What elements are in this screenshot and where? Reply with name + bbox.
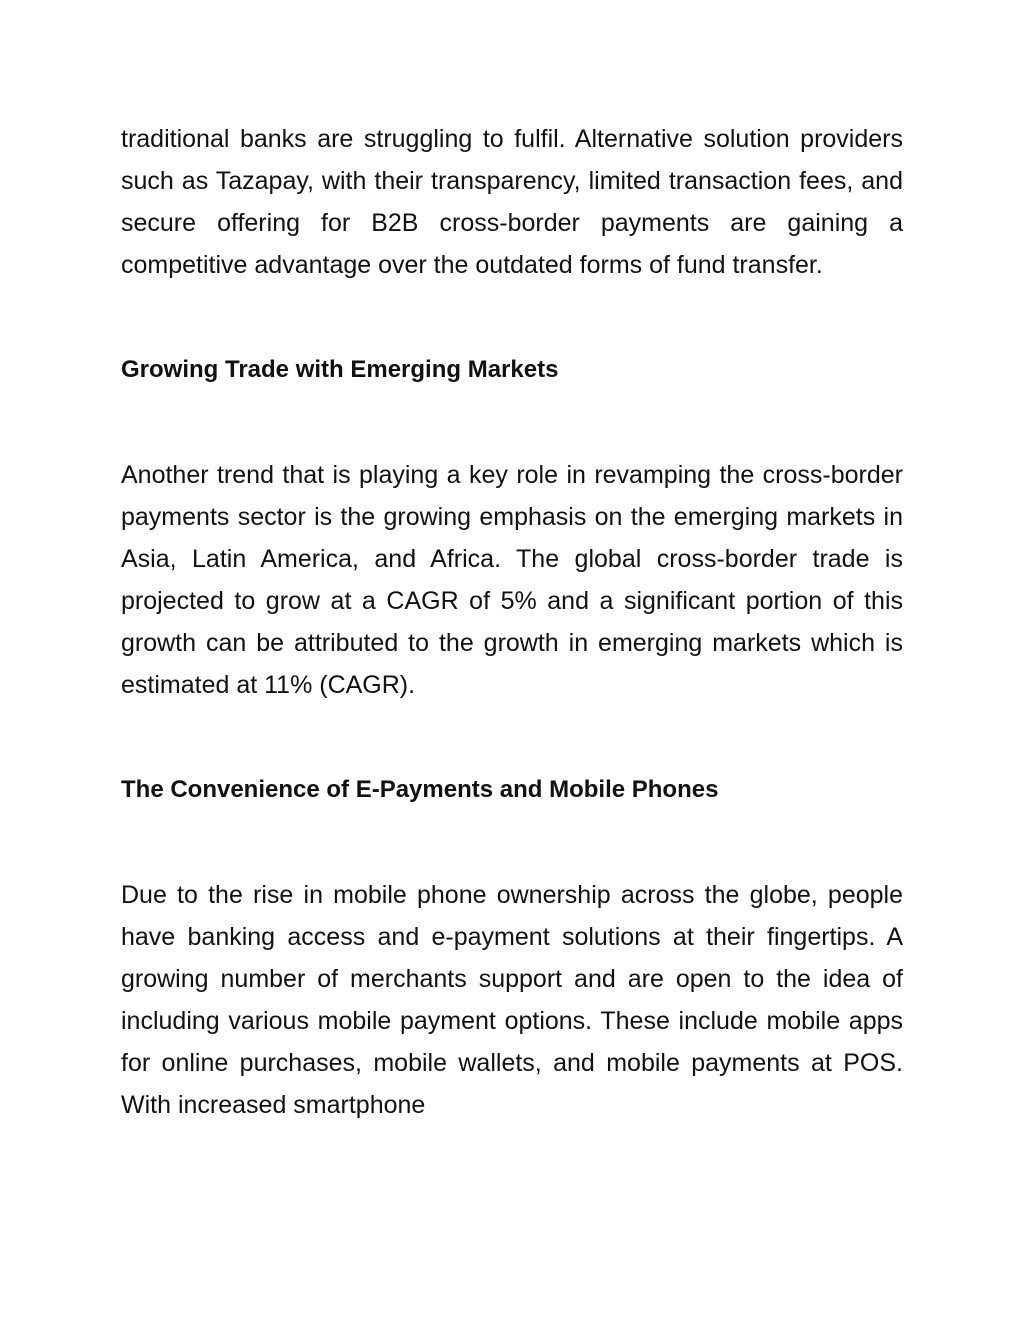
paragraph-emerging-markets: Another trend that is playing a key role in revamping the cross-border payments sector is the growing emphasis on the emerging markets in Asia, Latin America, and Africa. The global cross-border trade is projected to grow at a CAGR of 5% and a significant portion of this growth can be attributed to the growth in emerging markets which is estimated at 11% (CAGR). [121,461,903,699]
paragraph-intro: traditional banks are struggling to fulfil. Alternative solution providers such as Tazapay, with their transparency, limited transaction fees, and secure offering for B2B cross-border payments are gaining a competitive advantage over the outdated forms of fund transfer. [121,125,903,279]
paragraph-e-payments: Due to the rise in mobile phone ownership across the globe, people have banking access and e-payment solutions at their fingertips. A growing number of merchants support and are open to the idea of including various mobile payment options. These include mobile apps for online purchases, mobile wallets, and mobile payments at POS. With increased smartphone [121,881,903,1119]
section-heading-emerging-markets: Growing Trade with Emerging Markets [121,356,559,383]
document-page [121,118,903,1126]
section-heading-e-payments: The Convenience of E-Payments and Mobile Phones [121,776,719,803]
